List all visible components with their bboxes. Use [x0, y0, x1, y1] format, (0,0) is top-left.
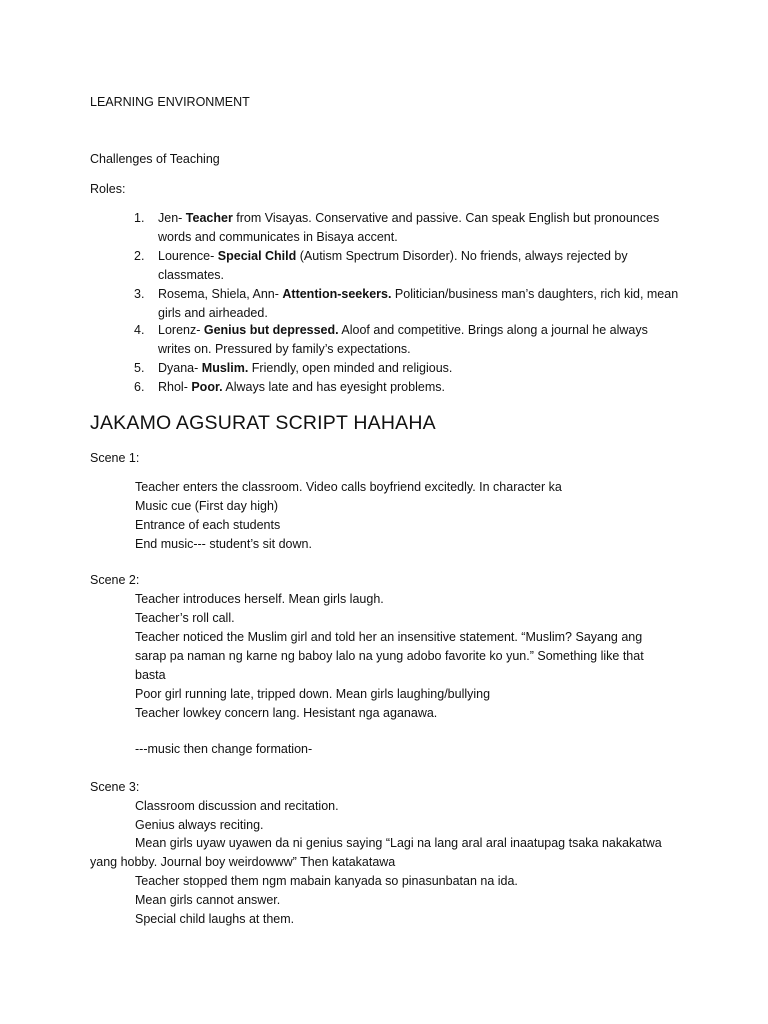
role-description: from Visayas. Conservative and passive. Can speak English but pronounces [232, 211, 660, 225]
roles-label: Roles: [90, 182, 126, 196]
role-number: 2. [134, 249, 145, 263]
role-name: Rhol- [158, 380, 192, 394]
role-name: Jen- [158, 211, 186, 225]
role-name: Dyana- [158, 361, 202, 375]
scene-line: yang hobby. Journal boy weirdowww” Then katakatawa [90, 855, 396, 869]
role-name: Rosema, Shiela, Ann- [158, 287, 283, 301]
role-item [134, 359, 694, 378]
role-type: Teacher [185, 211, 233, 225]
role-item [134, 285, 694, 323]
role-item [134, 321, 694, 359]
scene-line: End music--- student’s sit down. [135, 537, 312, 551]
role-number: 6. [134, 380, 145, 394]
document-heading: LEARNING ENVIRONMENT [90, 95, 250, 109]
scene-line: Teacher enters the classroom. Video calls boyfriend excitedly. In character ka [135, 480, 562, 494]
scene-line: Teacher’s roll call. [135, 611, 235, 625]
role-description: Friendly, open minded and religious. [248, 361, 453, 375]
scene-line: Teacher lowkey concern lang. Hesistant nga aganawa. [135, 706, 438, 720]
role-description-cont: words and communicates in Bisaya accent. [158, 230, 398, 244]
scene-1-label: Scene 1: [90, 451, 140, 465]
scene-line: Music cue (First day high) [135, 499, 279, 513]
role-type: Muslim. [201, 361, 249, 375]
role-description-cont: writes on. Pressured by family’s expectations. [158, 342, 411, 356]
scene-line: Mean girls cannot answer. [135, 893, 281, 907]
scene-line: Teacher stopped them ngm mabain kanyada so pinasunbatan na ida. [135, 874, 518, 888]
scene-line: Teacher noticed the Muslim girl and told her an insensitive statement. “Muslim? Sayang ang [135, 630, 643, 644]
role-number: 5. [134, 361, 145, 375]
scene-line: basta [135, 668, 166, 682]
scene-line: sarap pa naman ng karne ng baboy lalo na yung adobo favorite ko yun.” Something like that [135, 649, 644, 663]
scene-2-label: Scene 2: [90, 573, 140, 587]
scene-line: Teacher introduces herself. Mean girls laugh. [135, 592, 384, 606]
role-type: Attention-seekers. [282, 287, 392, 301]
scene-line: Mean girls uyaw uyawen da ni genius saying “Lagi na lang aral aral inaatupag tsaka nakakatwa [135, 836, 662, 850]
role-item [134, 247, 694, 285]
role-name: Lorenz- [158, 323, 204, 337]
role-number: 1. [134, 211, 145, 225]
role-item [134, 209, 694, 247]
role-name: Lourence- [158, 249, 218, 263]
scene-3-label: Scene 3: [90, 780, 140, 794]
scene-line: Entrance of each students [135, 518, 281, 532]
music-note: ---music then change formation- [135, 742, 313, 756]
role-type: Genius but depressed. [203, 323, 339, 337]
role-description: Always late and has eyesight problems. [222, 380, 445, 394]
scene-line: Classroom discussion and recitation. [135, 799, 339, 813]
scene-line: Poor girl running late, tripped down. Mean girls laughing/bullying [135, 687, 491, 701]
role-type: Poor. [191, 380, 223, 394]
subheading: Challenges of Teaching [90, 152, 220, 166]
scene-line: Special child laughs at them. [135, 912, 295, 926]
role-description: Aloof and competitive. Brings along a journal he always [338, 323, 648, 337]
script-title: JAKAMO AGSURAT SCRIPT HAHAHA [90, 412, 436, 434]
role-number: 3. [134, 287, 145, 301]
role-number: 4. [134, 323, 145, 337]
role-item [134, 378, 694, 397]
role-description: (Autism Spectrum Disorder). No friends, always rejected by [296, 249, 628, 263]
scene-line: Genius always reciting. [135, 818, 264, 832]
role-description-cont: classmates. [158, 268, 224, 282]
role-description: Politician/business man’s daughters, rich kid, mean [391, 287, 679, 301]
role-description-cont: girls and airheaded. [158, 306, 268, 320]
role-type: Special Child [217, 249, 297, 263]
